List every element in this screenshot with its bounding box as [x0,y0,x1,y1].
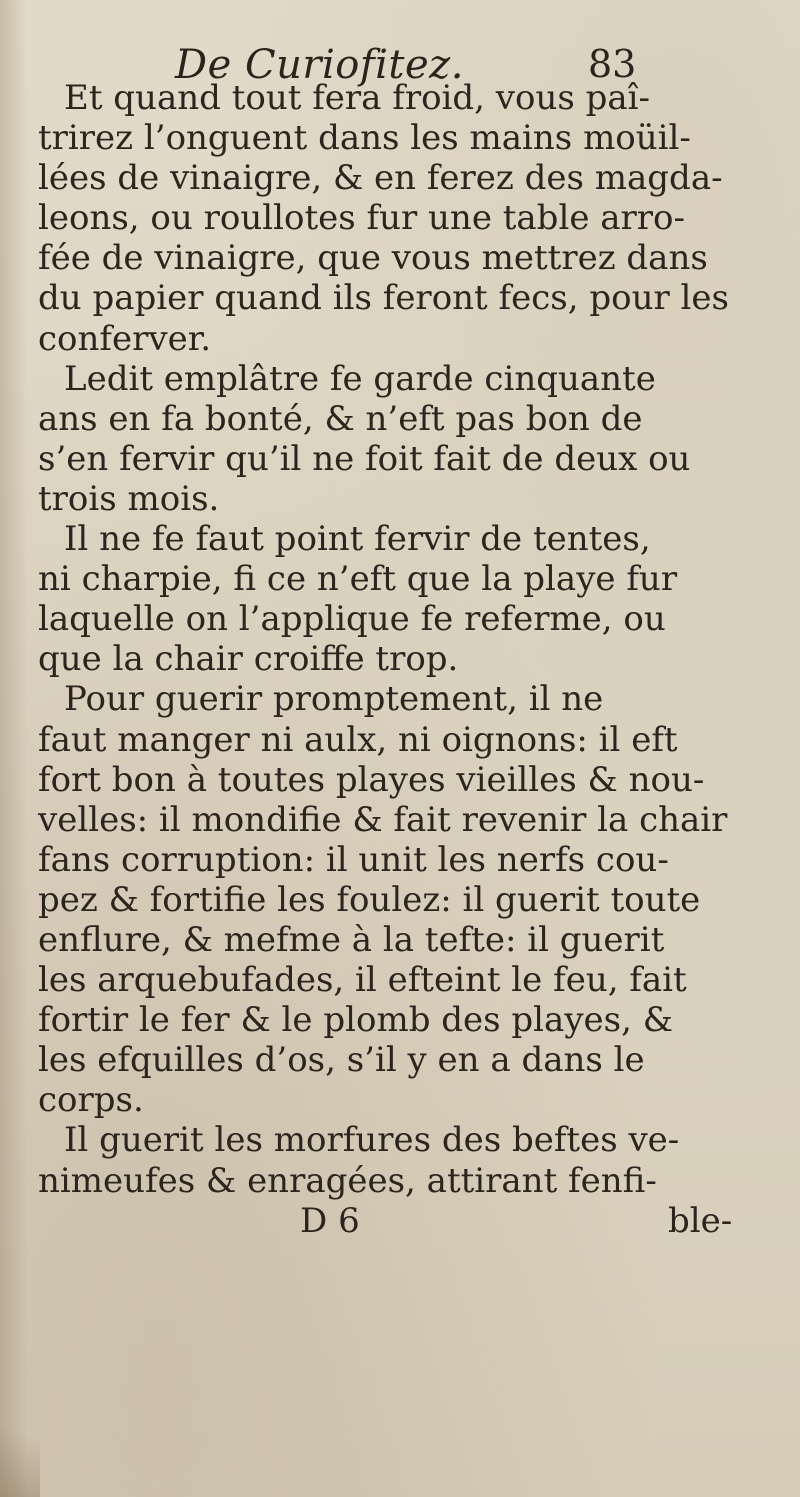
body-text [38,78,768,1241]
catchword: ble- [668,1200,733,1241]
running-title: De Curiofitez. [175,42,464,88]
text-line: du papier quand ils feront fecs, pour les [38,278,729,319]
footer-line [38,1201,768,1241]
text-line: pez & fortifie les foulez: il guerit toute [38,879,701,920]
text-line: Ledit emplâtre fe garde cinquante [64,358,656,399]
text-line: enflure, & mefme à la tefte: il guerit [38,919,665,960]
text-line: que la chair croiffe trop. [38,639,459,680]
text-line: les arquebufades, il efteint le feu, fait [38,960,687,1001]
text-line: s’en fervir qu’il ne foit fait de deux ou [38,438,691,479]
text-line: faut manger ni aulx, ni oignons: il eft [38,719,678,760]
page-edge-shadow [0,0,28,1497]
text-line: fée de vinaigre, que vous mettrez dans [38,238,708,279]
text-line: Il ne fe faut point fervir de tentes, [64,519,651,560]
text-line: lées de vinaigre, & en ferez des magda- [38,158,723,199]
page-corner-stain [0,1407,40,1497]
text-line: trois mois. [38,478,220,519]
text-line: Il guerit les morfures des beftes ve- [64,1120,680,1161]
text-line: les efquilles d’os, s’il y en a dans le [38,1040,645,1081]
text-line: leons, ou roullotes fur une table arro- [38,198,685,239]
text-line: velles: il mondifie & fait revenir la chair [38,799,728,840]
text-line: conferver. [38,318,212,359]
text-line: trirez l’onguent dans les mains moüil- [38,118,691,159]
text-line: nimeufes & enragées, attirant fenfi- [38,1160,657,1201]
text-line: fans corruption: il unit les nerfs cou- [38,839,669,880]
text-line: corps. [38,1080,144,1121]
text-line: laquelle on l’applique fe referme, ou [38,599,666,640]
text-line: Pour guerir promptement, il ne [64,679,604,720]
page-number: 83 [588,42,637,86]
text-line: ans en fa bonté, & n’eft pas bon de [38,398,643,439]
text-line: fortir le fer & le plomb des playes, & [38,1000,673,1041]
text-line: ni charpie, fi ce n’eft que la playe fur [38,559,678,600]
signature-mark: D 6 [300,1200,360,1241]
text-line: Et quand tout fera froid, vous paî- [64,78,651,118]
text-line: fort bon à toutes playes vieilles & nou- [38,759,705,800]
